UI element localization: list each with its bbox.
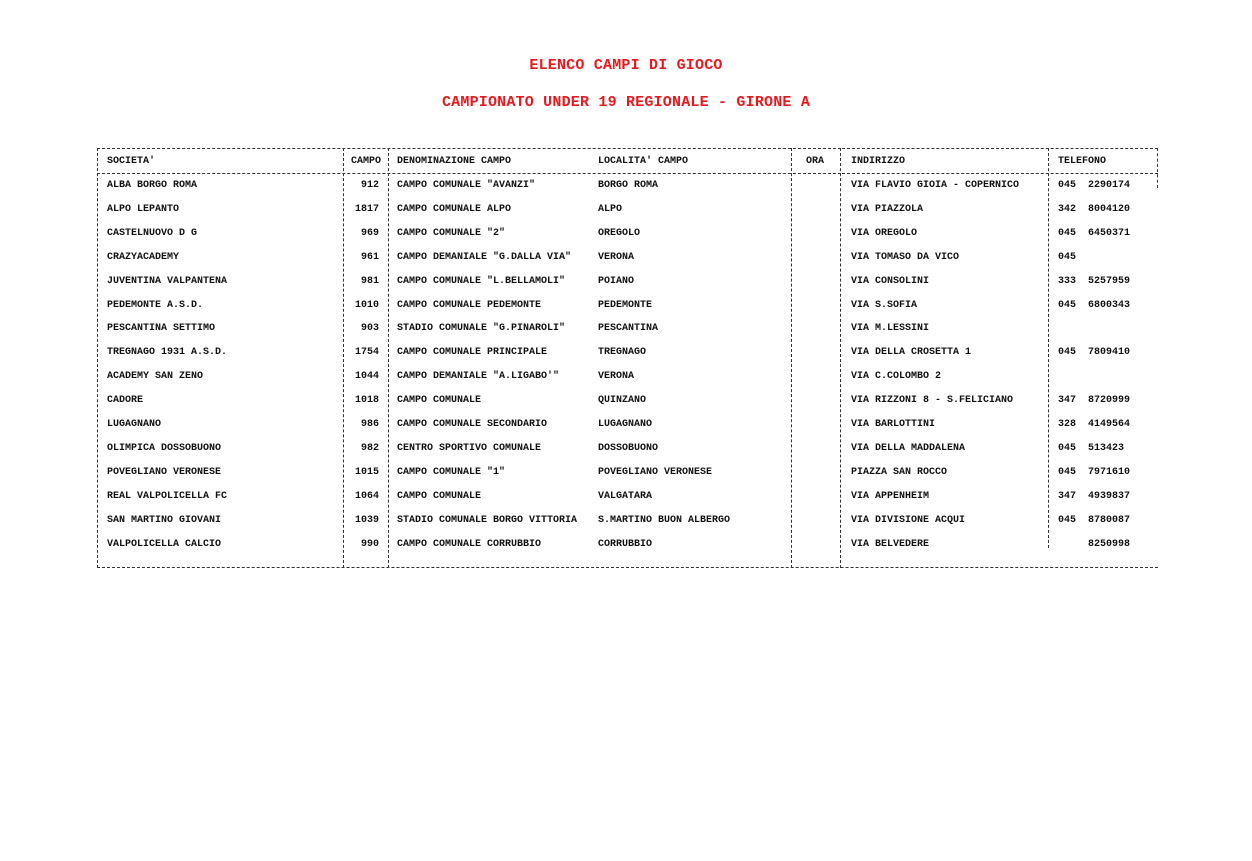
- cell-localita: ALPO: [598, 203, 623, 215]
- cell-telefono: 342 8004120: [1058, 203, 1131, 215]
- cell-denominazione: CAMPO DEMANIALE "A.LIGABO'": [397, 371, 560, 383]
- cell-campo: 1018: [354, 395, 379, 407]
- rule-after-societa: [343, 148, 344, 568]
- cell-denominazione: CAMPO COMUNALE "L.BELLAMOLI": [397, 275, 566, 287]
- cell-telefono: 045: [1058, 251, 1077, 263]
- cell-indirizzo: VIA S.SOFIA: [851, 299, 918, 311]
- cell-denominazione: CAMPO COMUNALE: [397, 490, 482, 502]
- cell-localita: CORRUBBIO: [598, 538, 653, 550]
- cell-campo: 969: [360, 227, 379, 239]
- cell-denominazione: CAMPO COMUNALE CORRUBBIO: [397, 538, 542, 550]
- cell-campo: 990: [360, 538, 379, 550]
- cell-denominazione: CAMPO COMUNALE "AVANZI": [397, 180, 536, 191]
- cell-campo: 903: [360, 323, 379, 335]
- cell-localita: VERONA: [598, 371, 635, 383]
- cell-indirizzo: VIA BELVEDERE: [851, 538, 930, 550]
- document-subtitle: CAMPIONATO UNDER 19 REGIONALE - GIRONE A: [441, 94, 811, 111]
- cell-denominazione: STADIO COMUNALE BORGO VITTORIA: [397, 514, 578, 526]
- cell-indirizzo: VIA OREGOLO: [851, 227, 918, 239]
- rule-after-campo: [388, 148, 389, 568]
- table-bottom-rule: [97, 567, 1158, 568]
- cell-indirizzo: VIA RIZZONI 8 - S.FELICIANO: [851, 395, 1014, 407]
- cell-campo: 1064: [354, 490, 379, 502]
- cell-indirizzo: VIA DELLA MADDALENA: [851, 442, 966, 454]
- header-telefono: TELEFONO: [1058, 156, 1107, 167]
- cell-societa: LUGAGNANO: [107, 419, 162, 430]
- cell-denominazione: CAMPO COMUNALE "2": [397, 227, 506, 239]
- cell-telefono: 045 2290174: [1058, 180, 1131, 191]
- header-indirizzo: INDIRIZZO: [851, 156, 906, 167]
- cell-societa: OLIMPICA DOSSOBUONO: [107, 442, 222, 454]
- cell-societa: CRAZYACADEMY: [107, 251, 180, 263]
- cell-telefono: 347 8720999: [1058, 395, 1131, 407]
- table-top-rule-right: [842, 148, 1158, 149]
- cell-indirizzo: VIA APPENHEIM: [851, 490, 930, 502]
- cell-localita: VERONA: [598, 251, 635, 263]
- cell-campo: 1015: [354, 466, 379, 478]
- cell-campo: 982: [360, 442, 379, 454]
- cell-societa: JUVENTINA VALPANTENA: [107, 275, 228, 287]
- cell-telefono: 045 7809410: [1058, 347, 1131, 359]
- cell-telefono: 328 4149564: [1058, 419, 1131, 430]
- cell-denominazione: CAMPO DEMANIALE "G.DALLA VIA": [397, 251, 572, 263]
- rule-right: [1157, 148, 1158, 188]
- cell-societa: ALBA BORGO ROMA: [107, 180, 198, 191]
- cell-localita: BORGO ROMA: [598, 180, 659, 191]
- cell-localita: S.MARTINO BUON ALBERGO: [598, 514, 731, 526]
- cell-societa: REAL VALPOLICELLA FC: [107, 490, 228, 502]
- cell-campo: 981: [360, 275, 379, 287]
- cell-denominazione: CAMPO COMUNALE: [397, 395, 482, 407]
- cell-campo: 1754: [354, 347, 379, 359]
- rule-after-localita: [791, 148, 792, 568]
- cell-societa: ALPO LEPANTO: [107, 203, 180, 215]
- cell-localita: POVEGLIANO VERONESE: [598, 466, 713, 478]
- cell-telefono: 045 6450371: [1058, 227, 1131, 239]
- cell-campo: 1010: [354, 299, 379, 311]
- cell-campo: 986: [360, 419, 379, 430]
- cell-campo: 1039: [354, 514, 379, 526]
- cell-localita: POIANO: [598, 275, 635, 287]
- header-denominazione: DENOMINAZIONE CAMPO: [397, 156, 512, 167]
- cell-indirizzo: VIA TOMASO DA VICO: [851, 251, 960, 263]
- cell-campo: 961: [360, 251, 379, 263]
- cell-indirizzo: VIA DELLA CROSETTA 1: [851, 347, 972, 359]
- cell-indirizzo: VIA M.LESSINI: [851, 323, 930, 335]
- cell-denominazione: CAMPO COMUNALE PRINCIPALE: [397, 347, 548, 359]
- cell-localita: QUINZANO: [598, 395, 647, 407]
- cell-societa: VALPOLICELLA CALCIO: [107, 538, 222, 550]
- cell-indirizzo: VIA DIVISIONE ACQUI: [851, 514, 966, 526]
- rule-before-telefono: [1048, 148, 1049, 548]
- cell-localita: PEDEMONTE: [598, 299, 653, 311]
- cell-denominazione: CAMPO COMUNALE ALPO: [397, 203, 512, 215]
- cell-localita: VALGATARA: [598, 490, 653, 502]
- cell-campo: 912: [360, 180, 379, 191]
- cell-societa: PEDEMONTE A.S.D.: [107, 299, 204, 311]
- cell-indirizzo: VIA FLAVIO GIOIA - COPERNICO: [851, 180, 1020, 191]
- cell-indirizzo: VIA C.COLOMBO 2: [851, 371, 942, 383]
- cell-telefono: 045 6800343: [1058, 299, 1131, 311]
- cell-societa: POVEGLIANO VERONESE: [107, 466, 222, 478]
- cell-societa: CASTELNUOVO D G: [107, 227, 198, 239]
- cell-societa: TREGNAGO 1931 A.S.D.: [107, 347, 228, 359]
- cell-telefono: 045 7971610: [1058, 466, 1131, 478]
- cell-telefono: 8250998: [1058, 538, 1131, 550]
- cell-telefono: 045 8780087: [1058, 514, 1131, 526]
- header-ora: ORA: [806, 156, 825, 167]
- cell-campo: 1817: [354, 203, 379, 215]
- cell-localita: OREGOLO: [598, 227, 641, 239]
- cell-denominazione: CAMPO COMUNALE PEDEMONTE: [397, 299, 542, 311]
- cell-denominazione: CAMPO COMUNALE SECONDARIO: [397, 419, 548, 430]
- cell-localita: LUGAGNANO: [598, 419, 653, 430]
- cell-denominazione: CAMPO COMUNALE "1": [397, 466, 506, 478]
- cell-localita: DOSSOBUONO: [598, 442, 659, 454]
- cell-localita: PESCANTINA: [598, 323, 659, 335]
- cell-denominazione: CENTRO SPORTIVO COMUNALE: [397, 442, 542, 454]
- cell-telefono: 347 4939837: [1058, 490, 1131, 502]
- document-title: ELENCO CAMPI DI GIOCO: [529, 57, 723, 74]
- cell-societa: CADORE: [107, 395, 144, 407]
- cell-telefono: 333 5257959: [1058, 275, 1131, 287]
- fields-table: [97, 148, 1158, 568]
- header-societa: SOCIETA': [107, 156, 156, 167]
- cell-denominazione: STADIO COMUNALE "G.PINAROLI": [397, 323, 566, 335]
- cell-campo: 1044: [354, 371, 379, 383]
- cell-localita: TREGNAGO: [598, 347, 647, 359]
- cell-indirizzo: VIA PIAZZOLA: [851, 203, 924, 215]
- header-bottom-rule-left: [97, 173, 841, 174]
- rule-left: [97, 148, 98, 568]
- cell-indirizzo: VIA CONSOLINI: [851, 275, 930, 287]
- cell-indirizzo: PIAZZA SAN ROCCO: [851, 466, 948, 478]
- table-top-rule-left: [97, 148, 841, 149]
- cell-telefono: 045 513423: [1058, 442, 1125, 454]
- cell-indirizzo: VIA BARLOTTINI: [851, 419, 936, 430]
- rule-after-ora: [840, 148, 841, 568]
- header-bottom-rule-right: [842, 173, 1158, 174]
- cell-societa: SAN MARTINO GIOVANI: [107, 514, 222, 526]
- header-campo: CAMPO: [351, 156, 382, 167]
- header-localita: LOCALITA' CAMPO: [598, 156, 689, 167]
- cell-societa: PESCANTINA SETTIMO: [107, 323, 216, 335]
- cell-societa: ACADEMY SAN ZENO: [107, 371, 204, 383]
